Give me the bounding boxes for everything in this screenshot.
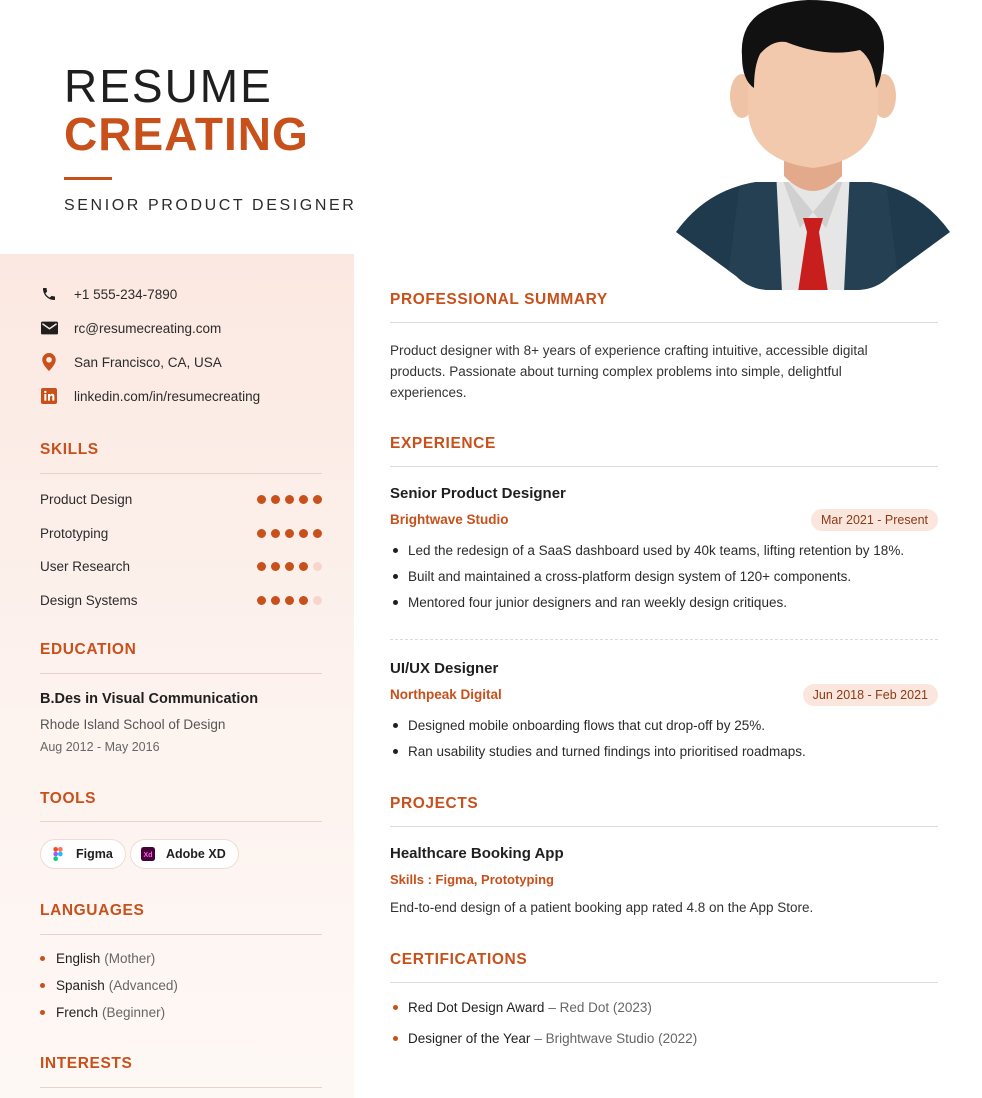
rating-dot-filled [299,562,308,571]
bullet-text: Ran usability studies and turned findings into prioritised roadmaps. [408,743,806,759]
job-bullet [390,537,938,563]
interests-divider [40,1087,322,1088]
rating-dot-filled [313,529,322,538]
rating-dot-filled [271,596,280,605]
contact-location [40,352,222,372]
language-name: English [56,951,101,966]
job-bullets [390,712,938,764]
certification-issuer: – Brightwave Studio (2022) [534,1031,698,1046]
email-icon [40,319,58,337]
rating-dot-filled [313,495,322,504]
skill-name: Product Design [40,491,133,507]
bullet-text: Led the redesign of a SaaS dashboard used by 40k teams, lifting retention by 18%. [408,542,905,558]
job-company: Northpeak Digital [390,687,502,702]
job-bullet [390,738,938,764]
bullet [40,956,45,961]
adobe-xd-icon [141,847,155,861]
education-degree: B.Des in Visual Communication [40,691,259,707]
job-role: Senior Product Designer [390,485,566,502]
skill-name: User Research [40,558,131,574]
education-divider [40,673,322,674]
rating-dot-filled [257,529,266,538]
bullet-text: Mentored four junior designers and ran weekly design critiques. [408,594,787,610]
tools-heading: TOOLS [40,790,97,807]
bullet-text: Built and maintained a cross-platform design system of 120+ components. [408,568,852,584]
experience-heading: EXPERIENCE [390,435,496,452]
tools-divider [40,821,322,822]
phone-number: +1 555-234-7890 [74,286,178,302]
projects-divider [390,826,938,827]
job-role: UI/UX Designer [390,660,499,677]
tool-name: Adobe XD [166,847,226,861]
job-bullet [390,589,938,615]
certifications-divider [390,982,938,983]
job-bullets [390,537,938,615]
summary-divider [390,322,938,323]
job-bullet [390,712,938,738]
svg-text:Xd: Xd [143,852,153,860]
rating-dot-filled [299,596,308,605]
resume-title-line-1: RESUME [64,60,273,112]
tool-name: Figma [76,847,113,861]
rating-dot-filled [285,495,294,504]
interests-heading: INTERESTS [40,1055,133,1072]
skill-row [40,490,322,508]
rating-dot-filled [257,495,266,504]
language-item [40,978,178,993]
rating-dot-filled [299,529,308,538]
language-item [40,1005,165,1020]
phone-icon [40,285,58,303]
certification-name: Designer of the Year [408,1031,531,1046]
skill-rating [257,495,322,504]
rating-dot-filled [257,596,266,605]
skill-rating [257,562,322,571]
languages-divider [40,934,322,935]
rating-dot-filled [271,562,280,571]
figma-icon [51,847,65,861]
tool-chip-figma [40,839,126,869]
email-address: rc@resumecreating.com [74,320,222,336]
language-level: (Advanced) [108,978,178,993]
skill-row [40,591,322,609]
bullet [393,1005,398,1010]
rating-dot-filled [271,495,280,504]
job-bullet [390,563,938,589]
location-text: San Francisco, CA, USA [74,354,222,370]
certification-item [390,1000,652,1015]
tool-chip-adobe-xd [130,839,239,869]
job-date-badge: Jun 2018 - Feb 2021 [803,684,938,706]
job-date-badge: Mar 2021 - Present [811,509,938,531]
linkedin-icon [40,387,58,405]
summary-text: Product designer with 8+ years of experience crafting intuitive, accessible digital products. Passionate about turning complex problems into simple, delightful experiences. [390,343,868,400]
skills-heading: SKILLS [40,441,99,458]
rating-dot-filled [285,596,294,605]
certification-name: Red Dot Design Award [408,1000,545,1015]
rating-dot-filled [271,529,280,538]
rating-dot-filled [285,562,294,571]
sidebar [0,254,354,1098]
project-name: Healthcare Booking App [390,845,564,862]
bullet [40,983,45,988]
location-pin-icon [40,353,58,371]
linkedin-url: linkedin.com/in/resumecreating [74,388,261,404]
skill-rating [257,596,322,605]
rating-dot-empty [313,596,322,605]
language-item [40,951,155,966]
language-name: Spanish [56,978,105,993]
contact-email[interactable] [40,318,221,338]
job-title: SENIOR PRODUCT DESIGNER [64,197,357,214]
languages-heading: LANGUAGES [40,902,145,919]
contact-phone[interactable] [40,284,177,304]
contact-linkedin[interactable] [40,386,260,406]
rating-dot-filled [285,529,294,538]
skill-rating [257,529,322,538]
education-school: Rhode Island School of Design [40,717,226,732]
title-underline [64,177,112,180]
certification-item [390,1031,697,1046]
skill-row [40,557,322,575]
project-description: End-to-end design of a patient booking app rated 4.8 on the App Store. [390,900,814,915]
language-level: (Beginner) [102,1005,166,1020]
rating-dot-filled [299,495,308,504]
skill-row [40,524,322,542]
rating-dot-empty [313,562,322,571]
profile-avatar-icon [676,0,950,292]
experience-divider [390,466,938,467]
rating-dot-filled [257,562,266,571]
bullet [40,1010,45,1015]
projects-heading: PROJECTS [390,795,479,812]
skill-name: Prototyping [40,525,109,541]
summary-heading: PROFESSIONAL SUMMARY [390,291,608,308]
education-heading: EDUCATION [40,641,137,658]
skills-divider [40,473,322,474]
job-separator [390,639,938,640]
job-company: Brightwave Studio [390,512,509,527]
certifications-heading: CERTIFICATIONS [390,951,528,968]
bullet [393,1036,398,1041]
certification-issuer: – Red Dot (2023) [548,1000,652,1015]
language-level: (Mother) [104,951,156,966]
language-name: French [56,1005,99,1020]
project-skills: Skills : Figma, Prototyping [390,872,554,887]
resume-title-line-2: CREATING [64,108,309,160]
bullet-text: Designed mobile onboarding flows that cut drop-off by 25%. [408,717,765,733]
education-dates: Aug 2012 - May 2016 [40,740,160,754]
skill-name: Design Systems [40,592,138,608]
